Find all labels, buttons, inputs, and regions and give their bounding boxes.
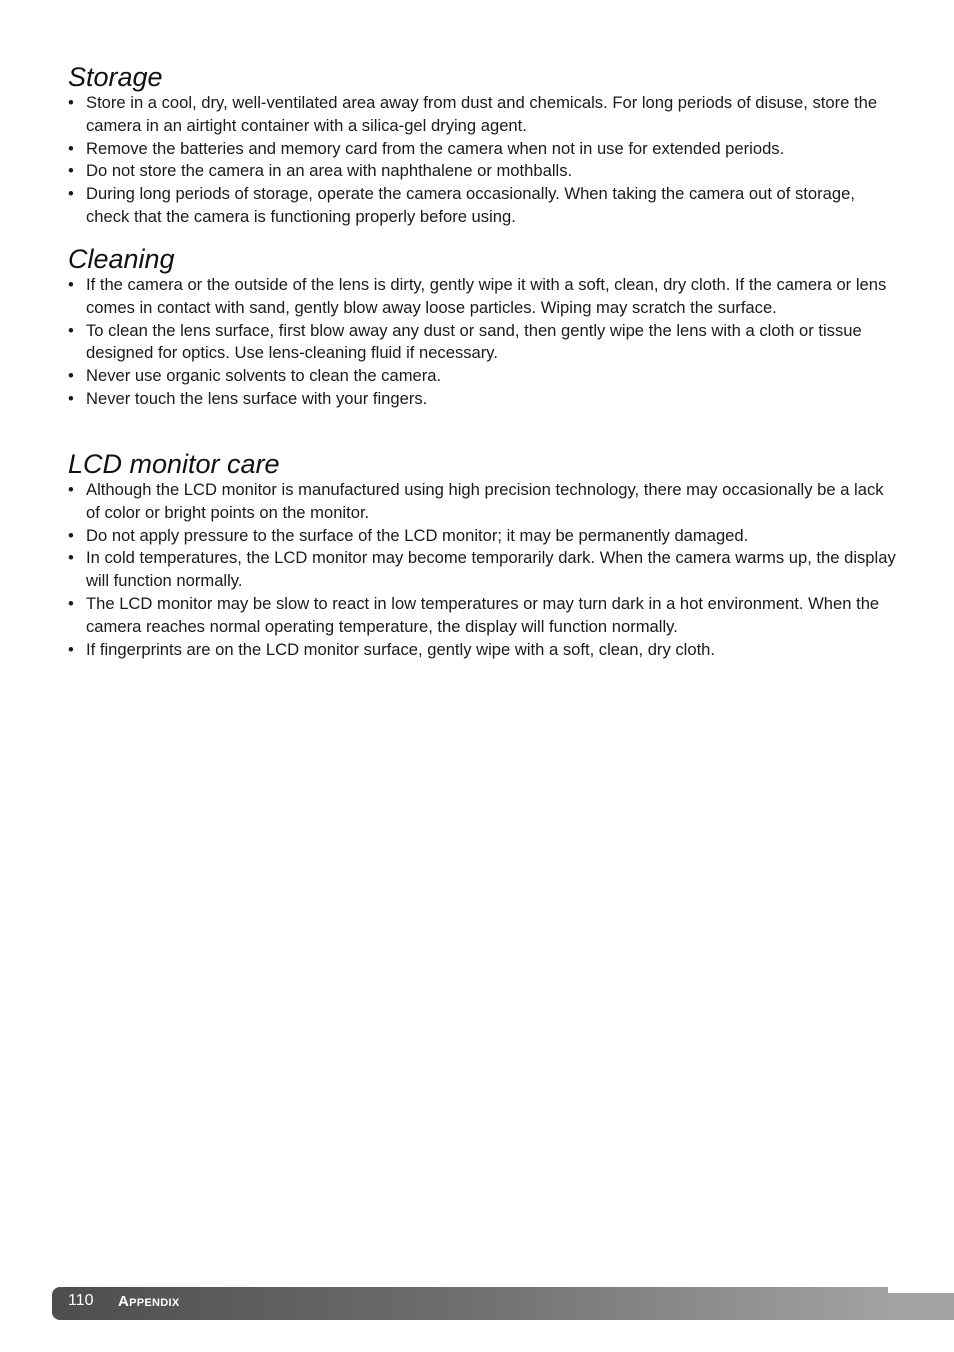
list-item: • Never touch the lens surface with your fingers.: [68, 388, 898, 411]
bullet-list-lcd-monitor-care: [68, 479, 898, 661]
list-item: • The LCD monitor may be slow to react in low temperatures or may turn dark in a hot environment. When the camera reaches normal operating temperature, the display will function normally.: [68, 593, 898, 639]
list-item: • Do not store the camera in an area with naphthalene or mothballs.: [68, 160, 898, 183]
list-item: • If fingerprints are on the LCD monitor surface, gently wipe with a soft, clean, dry cloth.: [68, 639, 898, 662]
footer-bar: [52, 1287, 954, 1320]
list-item: • Although the LCD monitor is manufactured using high precision technology, there may occasionally be a lack of color or bright points on the monitor.: [68, 479, 898, 525]
footer-notch-decoration: [888, 1287, 954, 1293]
list-item: • To clean the lens surface, first blow away any dust or sand, then gently wipe the lens with a cloth or tissue designed for optics. Use lens-cleaning fluid if necessary.: [68, 320, 898, 366]
list-item: • During long periods of storage, operate the camera occasionally. When taking the camera out of storage, check that the camera is functioning properly before using.: [68, 183, 898, 229]
section-lcd-monitor-care: [68, 449, 898, 661]
section-heading-storage: Storage: [68, 62, 163, 92]
bullet-list-storage: [68, 92, 898, 229]
page-number: 110: [68, 1292, 94, 1309]
list-item: • Remove the batteries and memory card from the camera when not in use for extended periods.: [68, 138, 898, 161]
footer-section-label: Appendix: [118, 1293, 180, 1310]
list-item: • Do not apply pressure to the surface of the LCD monitor; it may be permanently damaged.: [68, 525, 898, 548]
list-item: • In cold temperatures, the LCD monitor may become temporarily dark. When the camera warms up, the display will function normally.: [68, 547, 898, 593]
section-heading-lcd-monitor-care: LCD monitor care: [68, 449, 280, 479]
list-item: • If the camera or the outside of the lens is dirty, gently wipe it with a soft, clean, dry cloth. If the camera or lens comes in contact with sand, gently blow away loose particles. Wiping may scratch the surface.: [68, 274, 898, 320]
list-item: • Never use organic solvents to clean the camera.: [68, 365, 898, 388]
bullet-list-cleaning: [68, 274, 898, 411]
list-item: • Store in a cool, dry, well-ventilated area away from dust and chemicals. For long periods of disuse, store the camera in an airtight container with a silica-gel drying agent.: [68, 92, 898, 138]
section-cleaning: [68, 244, 898, 411]
section-heading-cleaning: Cleaning: [68, 244, 175, 274]
section-storage: [68, 62, 898, 229]
